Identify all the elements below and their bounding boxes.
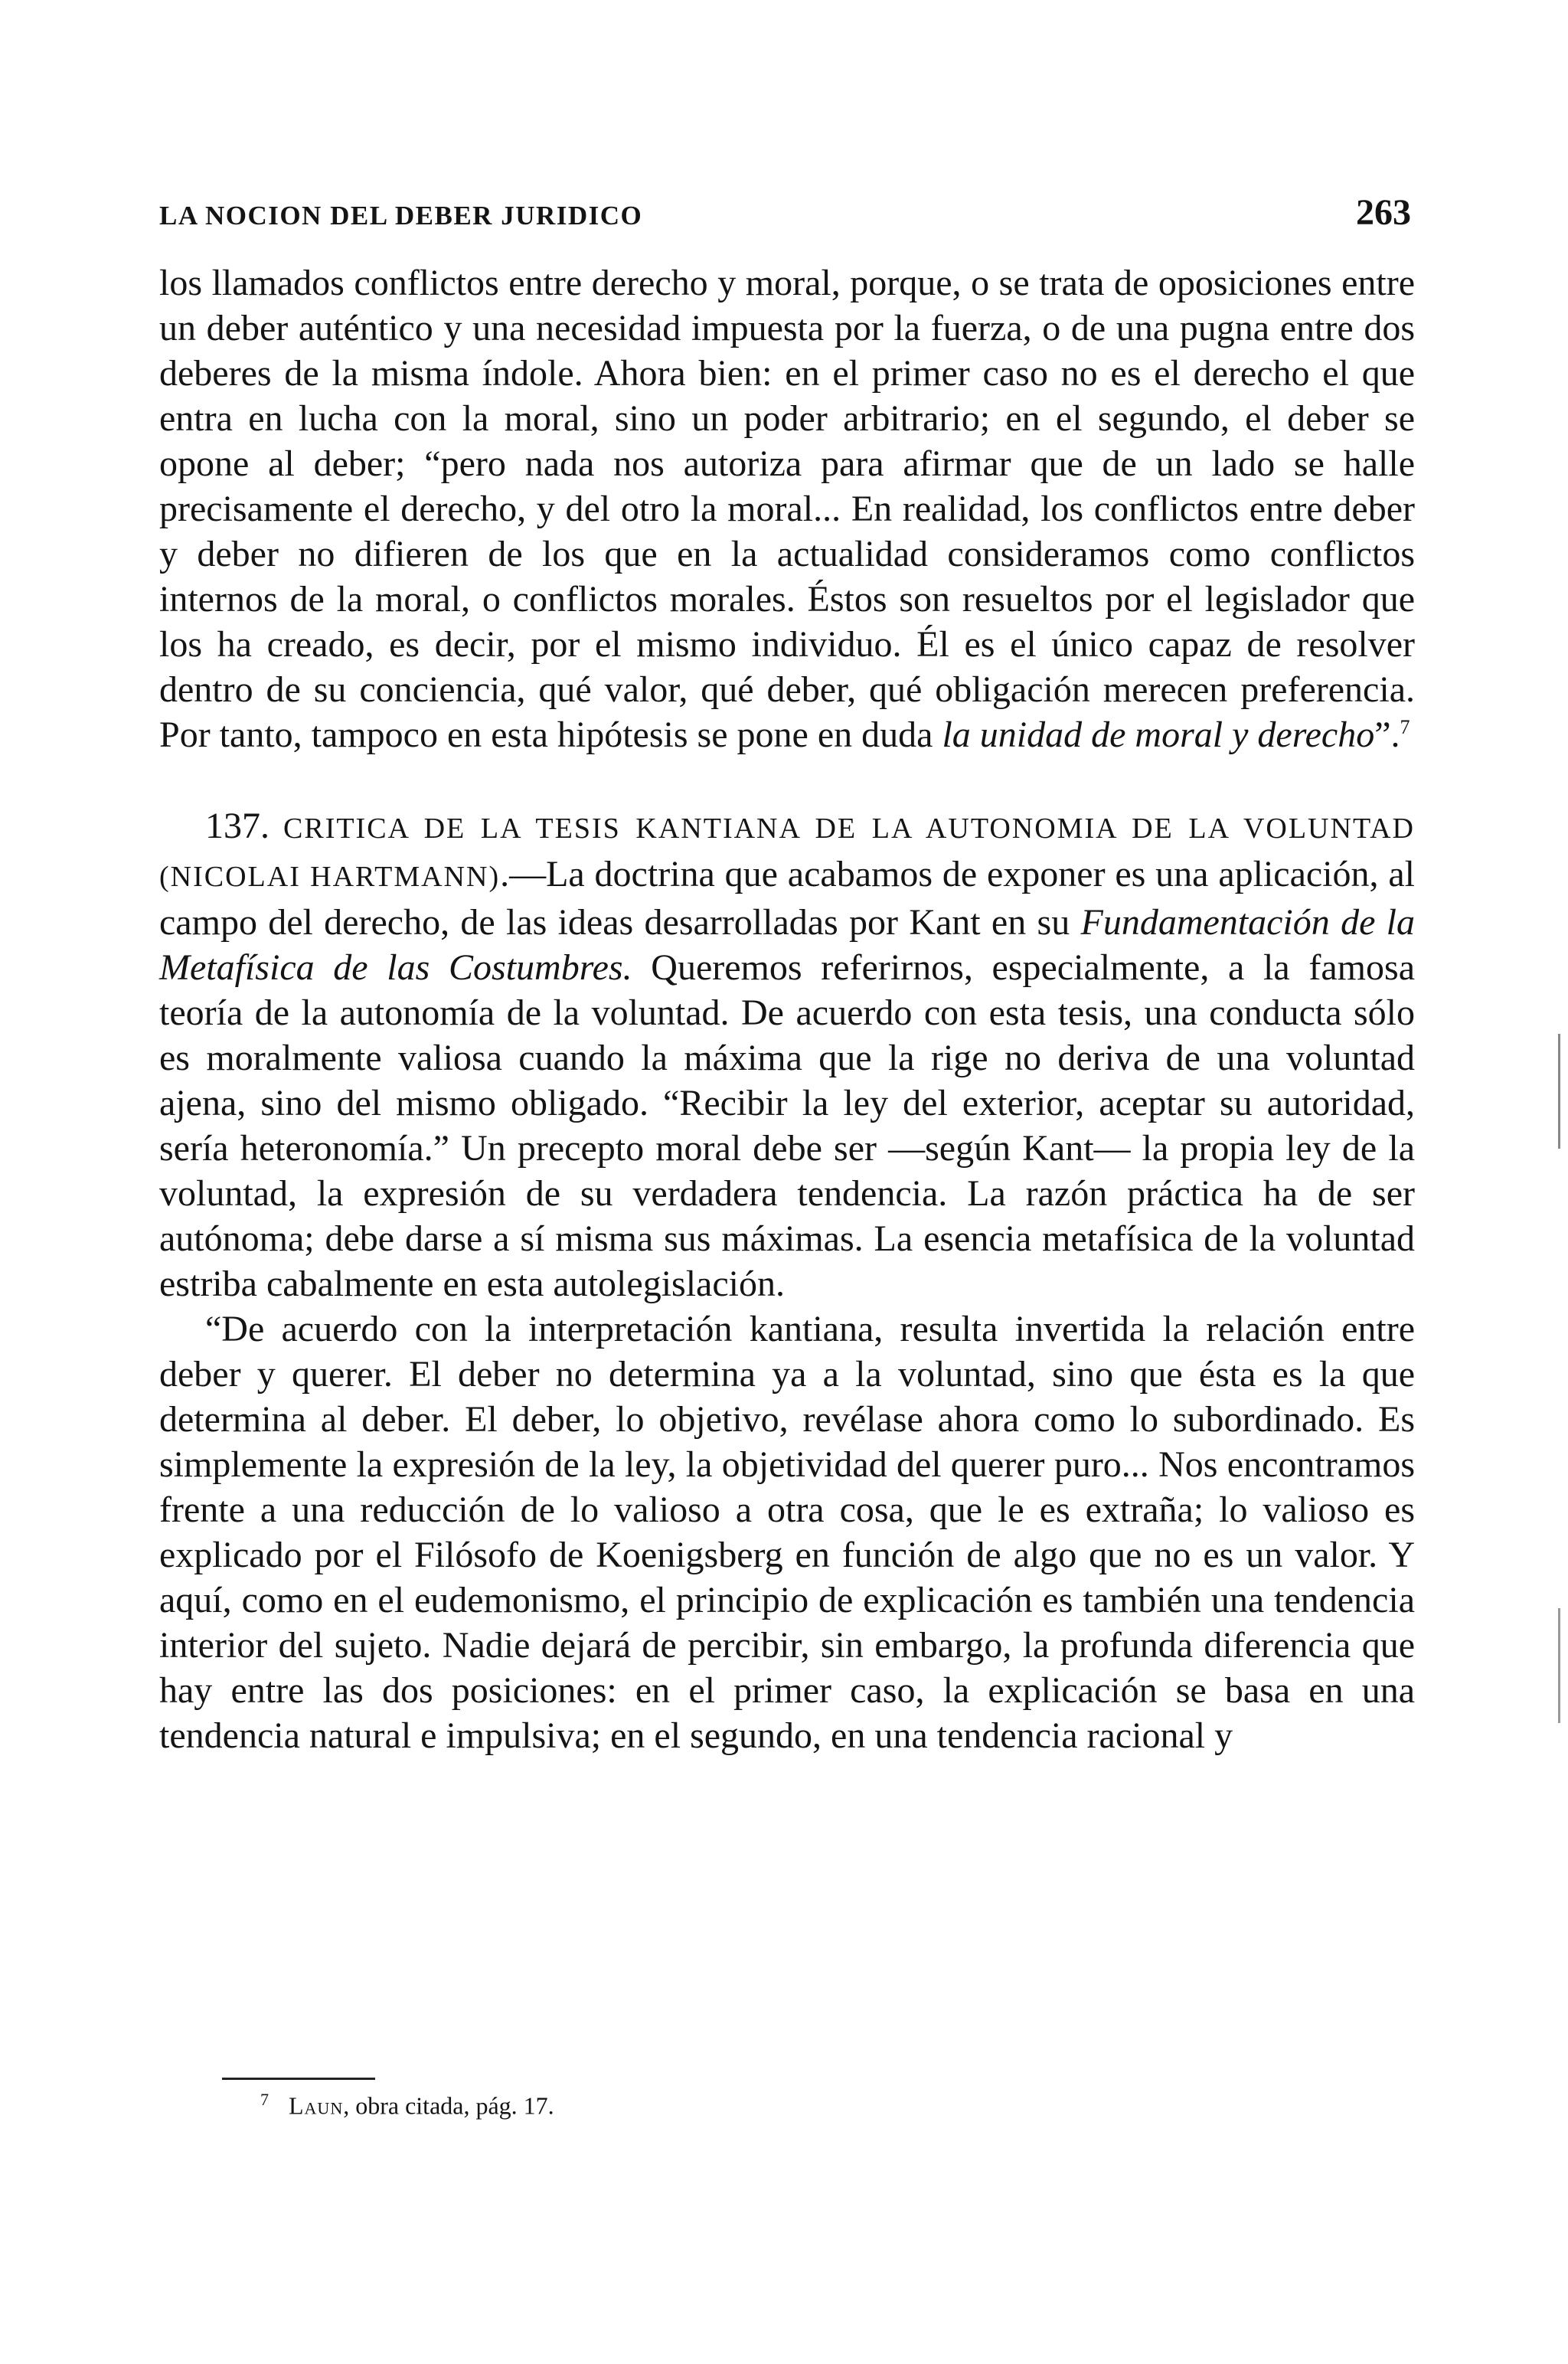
emphasis-unidad: la unidad de moral y derecho — [942, 714, 1375, 755]
section-137 — [159, 803, 1415, 1306]
section-number: 137. — [205, 806, 270, 846]
footnote-marker: 7 — [260, 2090, 269, 2109]
page-number: 263 — [1356, 192, 1411, 233]
section-author: (NICOLAI HARTMANN) — [159, 861, 501, 893]
paragraph-1 — [159, 260, 1415, 757]
scan-edge-mark — [1558, 1034, 1560, 1149]
paragraph-1-text: los llamados conflictos entre derecho y moral, porque, o se trata de oposiciones entre un deber auténtico y una necesidad impuesta por la fuerza, o de una pugna entre dos deberes de la misma índole. Ahora bien: en el primer caso no es el derecho el que entra en lucha con la moral, sino un poder arbitrario; en el segundo, el deber se opone al deber; “pero nada nos autoriza para afirmar que de un lado se halle precisamente el derecho, y del otro la moral... En realidad, los conflictos entre deber y deber no difieren de los que en la actualidad consideramos como conflictos internos de la moral, o conflictos morales. Éstos son resueltos por el legislador que los ha creado, es decir, por el mismo individuo. Él es el único capaz de resolver dentro de su conciencia, qué valor, qué deber, qué obligación merecen preferencia. Por tanto, tampoco en esta hipótesis se pone en duda — [159, 263, 1415, 755]
emphasis-fundamentacion: Fundamentación de la Metafísica de las Costumbres. — [159, 902, 1415, 988]
footnote-text: , obra citada, pág. 17. — [343, 2091, 554, 2120]
footnote-ref: 7 — [1400, 716, 1410, 738]
quote-close: ”. — [1374, 714, 1400, 755]
section-text-b: Queremos referirnos, especialmente, a la famosa teoría de la autonomía de la voluntad. De acuerdo con esta tesis, una conducta sólo es moralmente valiosa cuando la máxima que la rige no deriva de una voluntad ajena, sino del mismo obligado. “Recibir la ley del exterior, aceptar su autoridad, sería heteronomía.” Un precepto moral debe ser —según Kant— la propia ley de la voluntad, la expresión de su verdadera tendencia. La razón práctica ha de ser autónoma; debe darse a sí misma sus máximas. La esencia metafísica de la voluntad estriba cabalmente en esta autolegislación. — [159, 947, 1415, 1304]
footnote-author: Laun — [289, 2091, 344, 2120]
footnote — [260, 2084, 554, 2121]
running-head: LA NOCION DEL DEBER JURIDICO — [159, 201, 643, 231]
paragraph-3: “De acuerdo con la interpretación kantiana, resulta invertida la relación entre deber y querer. El deber no determina ya a la voluntad, sino que ésta es la que determina al deber. El deber, lo objetivo, revélase ahora como lo subordinado. Es simplemente la expresión de la ley, la objetividad del querer puro... Nos encontramos frente a una reducción de lo valioso a otra cosa, que le es extraña; lo valioso es explicado por el Filósofo de Koenigsberg en función de algo que no es un valor. Y aquí, como en el eudemonismo, el principio de explicación es también una tendencia interior del sujeto. Nadie dejará de percibir, sin embargo, la profunda diferencia que hay entre las dos posiciones: en el primer caso, la explicación se basa en una tendencia natural e impulsiva; en el segundo, en una tendencia racional y — [159, 1309, 1415, 1756]
section-heading: CRITICA DE LA TESIS KANTIANA DE LA AUTONOMIA DE LA VOLUNTAD — [283, 813, 1415, 845]
section-text-a: .—La doctrina que acabamos de exponer es una aplicación, al campo del derecho, de las ideas desarrolladas por Kant en su — [159, 854, 1416, 943]
paragraph-gap — [159, 757, 1415, 803]
scan-edge-mark — [1558, 1608, 1560, 1723]
body-text — [159, 260, 1415, 1758]
footnote-rule — [222, 2078, 375, 2080]
